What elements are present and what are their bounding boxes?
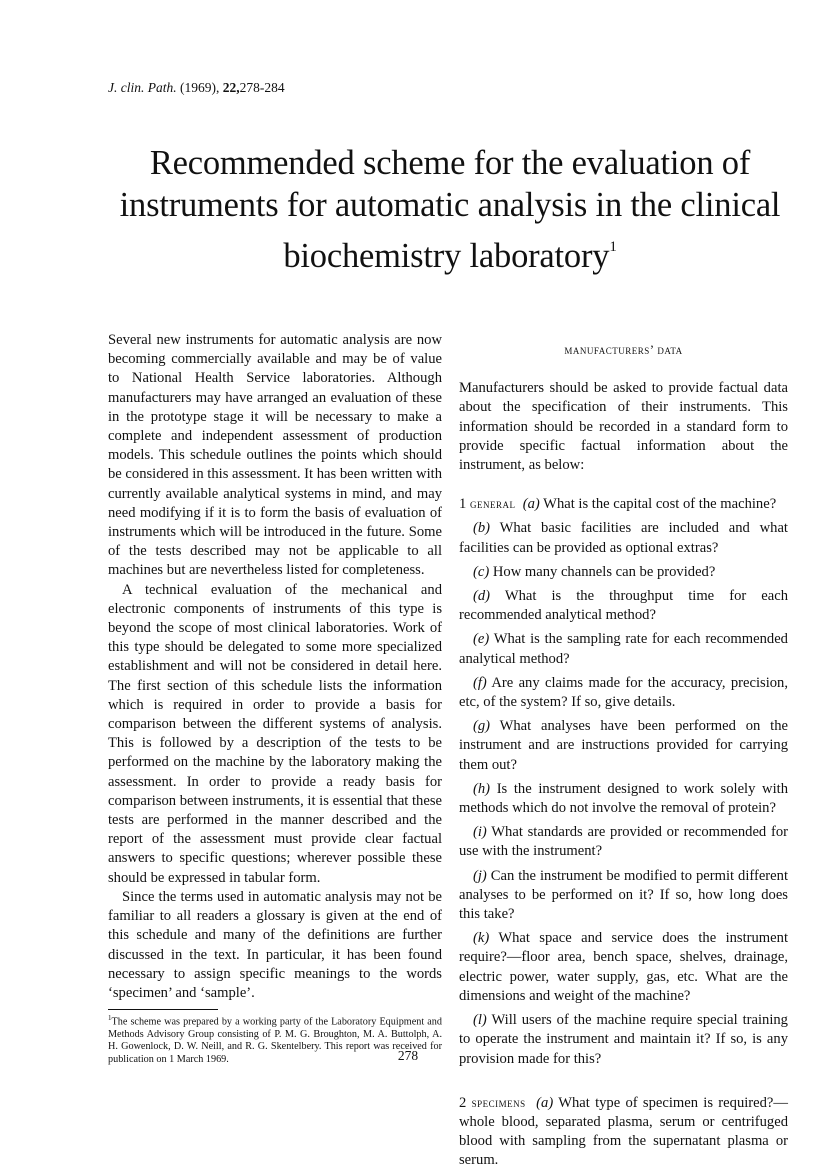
- item-label: (b): [473, 520, 491, 537]
- section-number: 1: [459, 496, 467, 513]
- item-text: How many channels can be provided?: [492, 563, 716, 580]
- left-column: [108, 331, 442, 1066]
- item-text: Is the instrument designed to work solely with methods which do not involve the removal of protein?: [459, 780, 789, 817]
- item-text: What basic facilities are included and what facilities can be provided as optional extras?: [459, 520, 788, 556]
- list-item: [459, 563, 788, 582]
- journal-citation: [108, 80, 285, 96]
- item-label: (k): [473, 930, 490, 947]
- item-label: (a): [522, 496, 540, 513]
- footnote-divider: [108, 1009, 218, 1010]
- item-label: (j): [473, 867, 487, 884]
- item-text: What is the sampling rate for each recommended analytical method?: [459, 631, 788, 667]
- footnote-text: The scheme was prepared by a working party of the Laboratory Equipment and Methods Advisory Group consisting of P. M. G. Broughton, M. A. Buttolph, A. H. Gowenlock, D. W. Neill, and R. G. Skentelbery. This report was received for publication on 1 March 1969.: [108, 1016, 442, 1065]
- item-text: Can the instrument be modified to permit different analyses to be performed on it? If so, how long does this take?: [459, 867, 788, 923]
- item-text: Are any claims made for the accuracy, precision, etc, of the system? If so, give details.: [459, 674, 789, 711]
- page-number: 278: [397, 1048, 419, 1063]
- body-paragraph-2: A technical evaluation of the mechanical and electronic components of instruments of this type is beyond the scope of most clinical laboratories. Work of this type should be delegated to some more specialized establishment and will not be considered in detail here. The first section of this schedule lists the information which is required in order to provide a basis for comparison between the different systems of analysis. This is followed by a description of the tests to be performed on the machine by the laboratory making the assessment. In order to provide a ready basis for comparison between instruments, it is essential that these tests are performed in the manner described and the report of the assessment must provide clear factual answers to specific questions; wherever possible these should be expressed in tabular form.: [108, 581, 442, 886]
- list-item: [459, 717, 788, 775]
- item-text: What type of specimen is required?—whole blood, separated plasma, serum or centrifuged blood with sampling from the supernatant plasma or serum.: [459, 1094, 789, 1169]
- section-general-item-a: [459, 494, 788, 514]
- journal-pages: 278-284: [239, 80, 285, 95]
- item-label: (h): [473, 780, 491, 797]
- section-name: general: [469, 496, 516, 512]
- item-label: (g): [473, 718, 491, 735]
- item-text: What is the throughput time for each recommended analytical method?: [459, 588, 788, 624]
- item-label: (f): [473, 674, 487, 691]
- item-text: What space and service does the instrument require?—floor area, bench space, shelves, drainage, electric power, water supply, gas, etc. What are the dimensions and weight of the machine?: [459, 930, 788, 1004]
- section-specimens-item-a: [459, 1093, 788, 1171]
- item-text: What standards are provided or recommended for use with the instrument?: [459, 824, 788, 860]
- list-item: [459, 674, 788, 712]
- list-item: [459, 867, 788, 925]
- list-item: [459, 587, 788, 625]
- title-footnote-mark: 1: [609, 239, 617, 255]
- item-label: (d): [473, 588, 491, 605]
- right-column: [459, 331, 788, 1171]
- body-paragraph-3: Since the terms used in automatic analysis may not be familiar to all readers a glossary is given at the end of this schedule and many of the definitions are further discussed in the text. In particular, it has been found necessary to assign specific meanings to the words ‘specimen’ and ‘sample’.: [108, 888, 442, 1001]
- intro-paragraph: Manufacturers should be asked to provide factual data about the specification of their instruments. This information should be recorded in a standard form to provide specific factual information about the instrument, as below:: [459, 380, 788, 474]
- journal-year: (1969),: [179, 80, 220, 95]
- body-paragraph-1: Several new instruments for automatic analysis are now becoming commercially available and may be of value to National Health Service laboratories. Although manufacturers may have arranged an evaluation of these in the prototype stage it will be necessary to make a complete and independent assessment of production models. This schedule outlines the points which should be considered in this assessment. It has been written with currently available analytical systems in mind, and may need modifying if it is to form the basis of evaluation of instruments which will be introduced in the future. Some of the tests described may not be applicable to all machines but are nevertheless listed for completeness.: [108, 332, 442, 579]
- item-text: Will users of the machine require special training to operate the instrument and maintain it? If so, is any provision made for this?: [459, 1012, 788, 1067]
- section-name: specimens: [471, 1094, 526, 1110]
- item-text: What is the capital cost of the machine?: [543, 496, 777, 513]
- list-item: [459, 929, 788, 1006]
- article-title-text: Recommended scheme for the evaluation of instruments for automatic analysis in the clinical biochemistry laboratory: [119, 144, 781, 275]
- item-label: (c): [473, 563, 490, 580]
- list-item: [459, 630, 788, 668]
- list-item: [459, 519, 788, 557]
- list-item: [459, 823, 788, 861]
- journal-name: J. clin. Path.: [108, 80, 177, 95]
- item-label: (l): [473, 1012, 487, 1029]
- article-title: [100, 142, 800, 277]
- section-number: 2: [459, 1094, 467, 1111]
- item-label: (a): [536, 1094, 554, 1111]
- item-label: (i): [473, 824, 487, 841]
- journal-volume: 22,: [222, 80, 240, 95]
- footnote-mark: 1: [108, 1014, 112, 1023]
- item-label: (e): [473, 631, 490, 648]
- item-text: What analyses have been performed on the instrument and are instructions provided for carrying them out?: [459, 718, 788, 773]
- section-heading: manufacturers’ data: [564, 342, 683, 357]
- list-item: [459, 780, 788, 818]
